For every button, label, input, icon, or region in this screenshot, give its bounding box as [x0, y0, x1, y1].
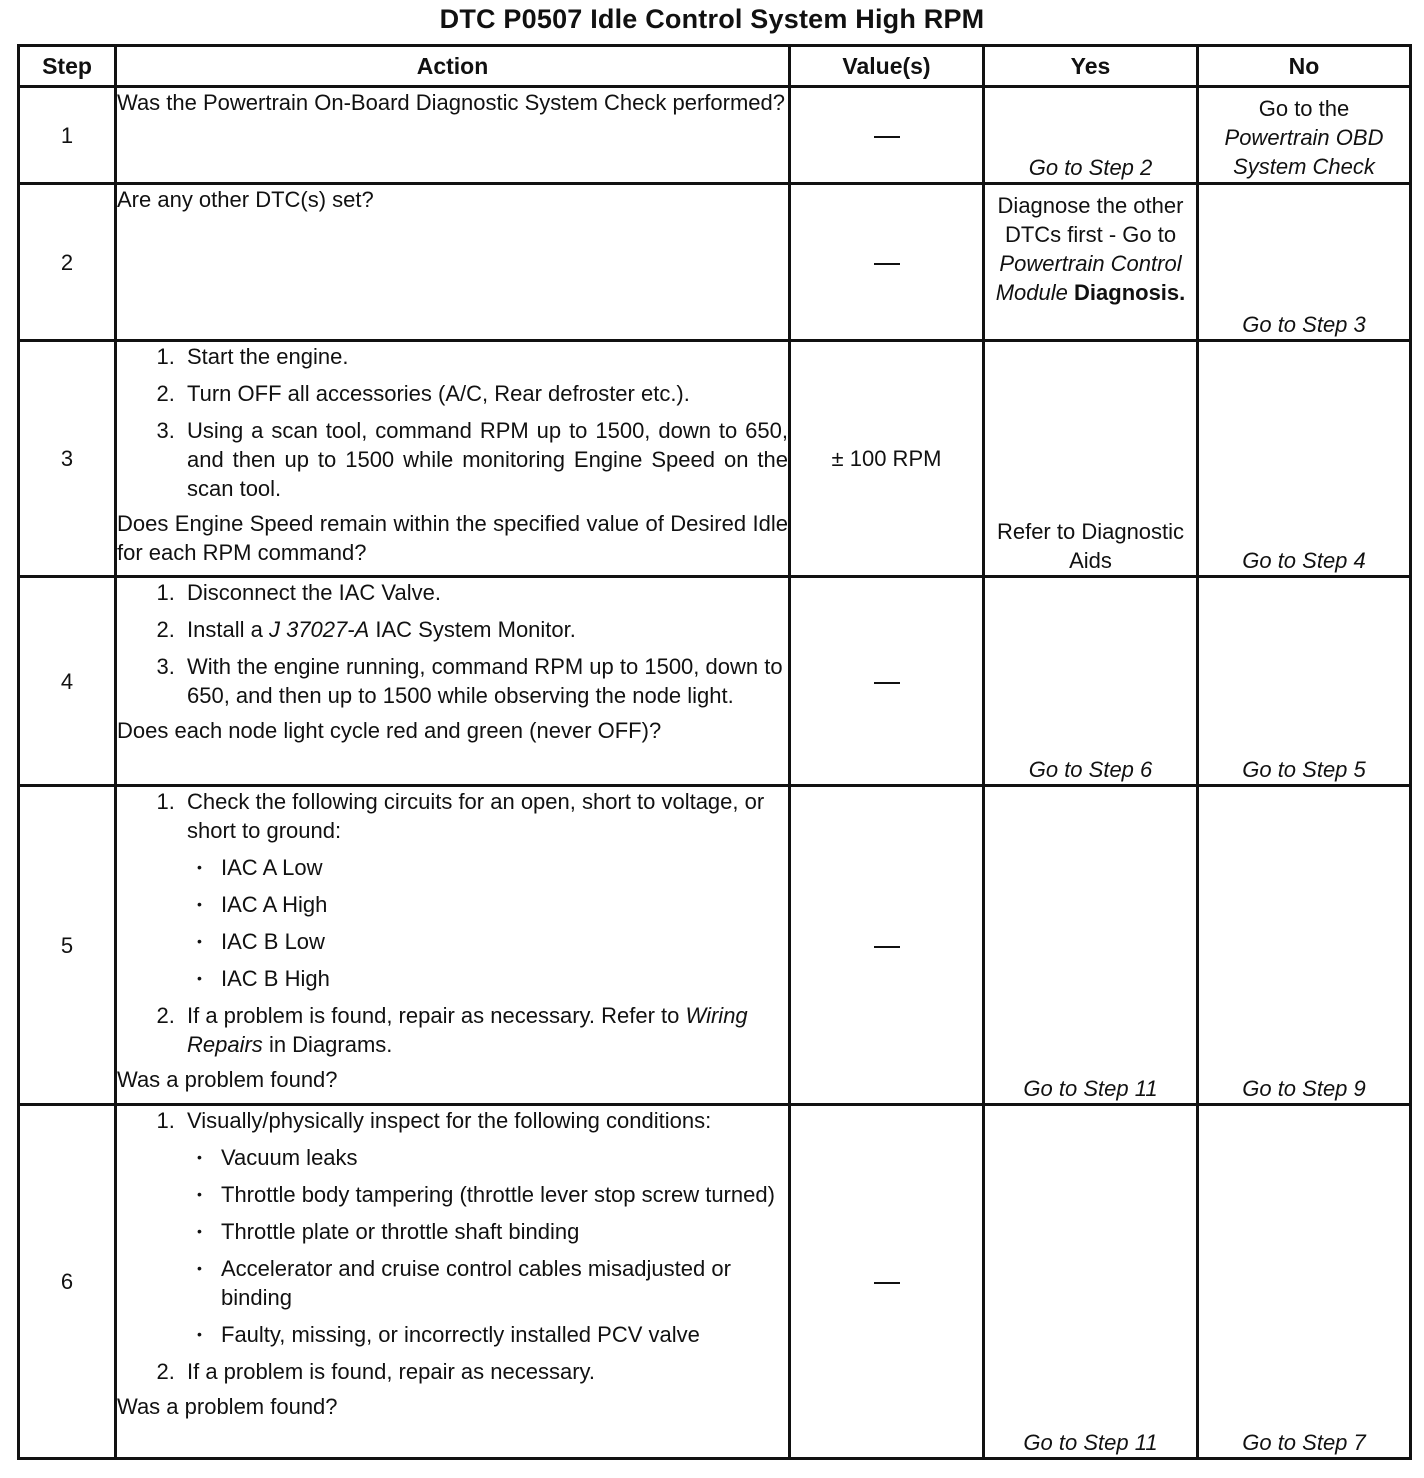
yes-cell — [984, 786, 1198, 1105]
action-item: 2. Turn OFF all accessories (A/C, Rear defroster etc.). — [181, 379, 788, 408]
action-item — [181, 787, 788, 993]
action-item: 1. Disconnect the IAC Valve. — [181, 578, 788, 607]
dash-placeholder — [874, 682, 900, 684]
list-item: • IAC A Low — [211, 853, 788, 882]
yes-cell — [984, 1105, 1198, 1459]
action-item — [181, 615, 788, 644]
no-cell — [1198, 577, 1411, 786]
dash-placeholder — [874, 263, 900, 265]
table-row — [19, 577, 1411, 786]
wiring-repairs-link[interactable]: Wiring Repairs — [187, 1003, 748, 1057]
no-link[interactable]: Go to Step 9 — [1242, 1076, 1366, 1101]
action-cell — [116, 1105, 790, 1459]
value-cell — [790, 87, 984, 184]
action-cell — [116, 87, 790, 184]
step-number: 3 — [19, 341, 116, 577]
action-item: 3. Using a scan tool, command RPM up to 1500, down to 650, and then up to 1500 while monitoring Engine Speed on the scan tool. — [181, 416, 788, 503]
action-cell — [116, 341, 790, 577]
no-link[interactable]: Go to Step 7 — [1242, 1430, 1366, 1455]
no-cell — [1198, 786, 1411, 1105]
no-cell — [1198, 184, 1411, 341]
action-list — [117, 787, 788, 1059]
yes-link[interactable]: Go to Step 11 — [1023, 1430, 1158, 1455]
value-cell — [790, 341, 984, 577]
question-text: Does Engine Speed remain within the specified value of Desired Idle for each RPM command? — [117, 511, 788, 565]
no-link[interactable]: Powertrain OBD System Check — [1224, 125, 1384, 179]
no-text: Go to the — [1258, 96, 1350, 121]
condition-list — [187, 1143, 788, 1349]
yes-cell — [984, 87, 1198, 184]
action-item: 2. If a problem is found, repair as necessary. — [181, 1357, 788, 1386]
question-text: Was the Powertrain On-Board Diagnostic System Check performed? — [117, 90, 786, 115]
step-number: 4 — [19, 577, 116, 786]
document-title: DTC P0507 Idle Control System High RPM — [439, 4, 985, 34]
yes-cell — [984, 577, 1198, 786]
diagnostic-table — [17, 44, 1412, 1460]
no-link[interactable]: Go to Step 3 — [1242, 312, 1366, 337]
action-text: IAC System Monitor. — [375, 617, 576, 642]
value-cell — [790, 1105, 984, 1459]
yes-link[interactable]: Go to Step 11 — [1023, 1076, 1158, 1101]
dash-placeholder — [874, 136, 900, 138]
list-item: • Vacuum leaks — [211, 1143, 788, 1172]
list-item: • IAC A High — [211, 890, 788, 919]
question-text: Was a problem found? — [117, 1067, 338, 1092]
table-row — [19, 1105, 1411, 1459]
list-item: • Throttle plate or throttle shaft binding — [211, 1217, 788, 1246]
list-item: • IAC B Low — [211, 927, 788, 956]
table-row — [19, 786, 1411, 1105]
yes-tail-text: Diagnosis. — [1074, 280, 1186, 305]
action-item — [181, 1106, 788, 1349]
header-no: No — [1198, 46, 1411, 87]
yes-text: Refer to Diagnostic Aids — [996, 519, 1185, 573]
yes-cell — [984, 184, 1198, 341]
list-item: • Accelerator and cruise control cables misadjusted or binding — [211, 1254, 788, 1312]
table-row — [19, 341, 1411, 577]
value-cell — [790, 577, 984, 786]
step-number: 2 — [19, 184, 116, 341]
no-link[interactable]: Go to Step 5 — [1242, 757, 1366, 782]
table-row — [19, 87, 1411, 184]
value-cell — [790, 786, 984, 1105]
dash-placeholder — [874, 946, 900, 948]
no-cell — [1198, 87, 1411, 184]
yes-link[interactable]: Powertrain Control Module — [995, 251, 1182, 305]
dash-placeholder — [874, 1282, 900, 1284]
action-item: 1. Start the engine. — [181, 342, 788, 371]
value-text: ± 100 RPM — [831, 446, 942, 471]
action-text: If a problem is found, repair as necessary. Refer to — [187, 1003, 680, 1028]
action-text: Visually/physically inspect for the following conditions: — [187, 1108, 712, 1133]
step-number: 1 — [19, 87, 116, 184]
table-header-row — [19, 46, 1411, 87]
action-text: Check the following circuits for an open, short to voltage, or short to ground: — [187, 789, 765, 843]
circuit-list — [187, 853, 788, 993]
action-text: Install a — [187, 617, 263, 642]
action-cell — [116, 577, 790, 786]
list-item: • Throttle body tampering (throttle lever stop screw turned) — [211, 1180, 788, 1209]
yes-link[interactable]: Go to Step 6 — [1028, 757, 1153, 782]
tool-number: J 37027-A — [268, 617, 370, 642]
no-cell — [1198, 1105, 1411, 1459]
action-cell — [116, 786, 790, 1105]
list-item: • IAC B High — [211, 964, 788, 993]
no-link[interactable]: Go to Step 4 — [1242, 548, 1366, 573]
action-list — [117, 578, 788, 710]
action-list — [117, 1106, 788, 1386]
value-cell — [790, 184, 984, 341]
header-step: Step — [19, 46, 116, 87]
action-item — [181, 1001, 788, 1059]
yes-text: Diagnose the other DTCs first - Go to — [997, 193, 1184, 247]
no-cell — [1198, 341, 1411, 577]
step-number: 5 — [19, 786, 116, 1105]
header-yes: Yes — [984, 46, 1198, 87]
header-action: Action — [116, 46, 790, 87]
question-text: Are any other DTC(s) set? — [117, 187, 374, 212]
header-values: Value(s) — [790, 46, 984, 87]
question-text: Does each node light cycle red and green (never OFF)? — [117, 718, 662, 743]
action-item: 3. With the engine running, command RPM up to 1500, down to 650, and then up to 1500 while observing the node light. — [181, 652, 788, 710]
yes-cell — [984, 341, 1198, 577]
yes-link[interactable]: Go to Step 2 — [1028, 155, 1153, 180]
step-number: 6 — [19, 1105, 116, 1459]
list-item: • Faulty, missing, or incorrectly installed PCV valve — [211, 1320, 788, 1349]
question-text: Was a problem found? — [117, 1394, 338, 1419]
table-row — [19, 184, 1411, 341]
action-cell — [116, 184, 790, 341]
action-text: in Diagrams. — [268, 1032, 393, 1057]
action-list — [117, 342, 788, 503]
